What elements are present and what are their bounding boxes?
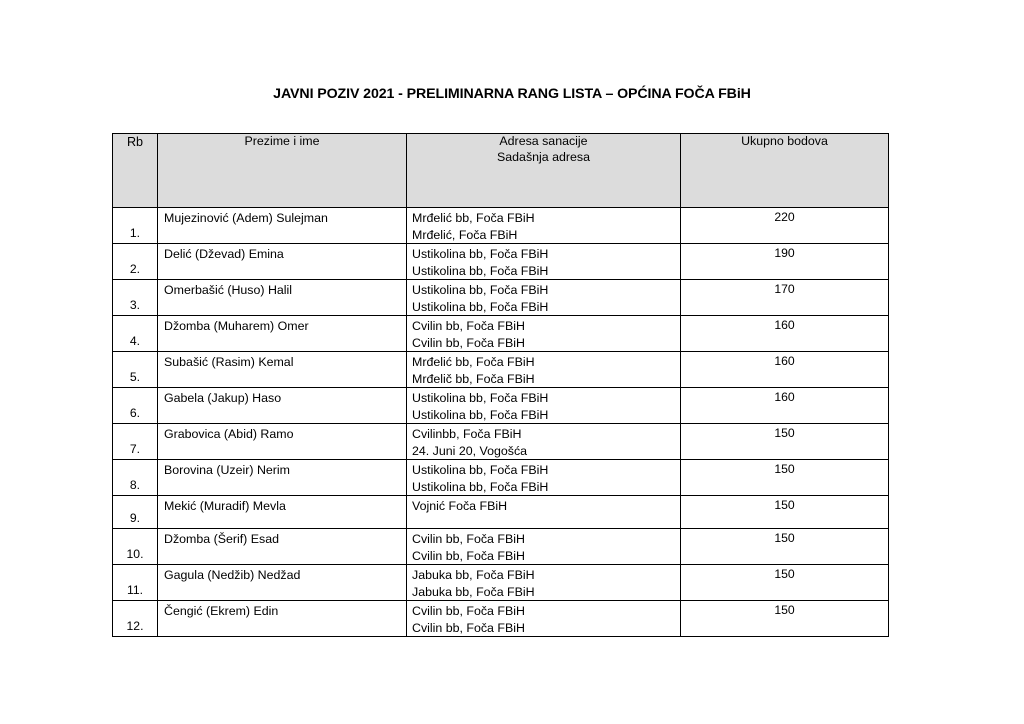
cell-total-points: 160 bbox=[681, 388, 889, 424]
table-row bbox=[113, 424, 889, 460]
cell-applicant-name: Gagula (Nedžib) Nedžad bbox=[158, 565, 407, 601]
cell-applicant-name: Džomba (Šerif) Esad bbox=[158, 529, 407, 565]
cell-address bbox=[407, 565, 681, 601]
address-current-line: Jabuka bb, Foča FBiH bbox=[412, 584, 535, 599]
cell-total-points: 150 bbox=[681, 529, 889, 565]
address-current-line: Mrđelić, Foča FBiH bbox=[412, 227, 518, 242]
address-repair-line: Cvilin bb, Foča FBiH bbox=[412, 604, 525, 618]
cell-rank-number: 3. bbox=[113, 280, 158, 316]
column-header-points: Ukupno bodova bbox=[681, 134, 889, 208]
address-repair-line: Cvilinbb, Foča FBiH bbox=[412, 427, 522, 441]
cell-applicant-name: Mekić (Muradif) Mevla bbox=[158, 496, 407, 529]
cell-address bbox=[407, 352, 681, 388]
table-header-row bbox=[113, 134, 889, 208]
table-row bbox=[113, 280, 889, 316]
cell-rank-number: 12. bbox=[113, 601, 158, 637]
table-row bbox=[113, 388, 889, 424]
address-repair-line: Ustikolina bb, Foča FBiH bbox=[412, 283, 549, 297]
table-row bbox=[113, 244, 889, 280]
column-header-address-line2: Sadašnja adresa bbox=[497, 149, 590, 164]
cell-address bbox=[407, 388, 681, 424]
address-repair-line: Ustikolina bb, Foča FBiH bbox=[412, 391, 549, 405]
address-current-line: Cvilin bb, Foča FBiH bbox=[412, 620, 525, 635]
cell-applicant-name: Čengić (Ekrem) Edin bbox=[158, 601, 407, 637]
table-row bbox=[113, 565, 889, 601]
cell-rank-number: 7. bbox=[113, 424, 158, 460]
table-row bbox=[113, 208, 889, 244]
cell-applicant-name: Omerbašić (Huso) Halil bbox=[158, 280, 407, 316]
cell-rank-number: 5. bbox=[113, 352, 158, 388]
column-header-address-line1: Adresa sanacije bbox=[499, 134, 588, 148]
address-repair-line: Cvilin bb, Foča FBiH bbox=[412, 532, 525, 546]
table-row bbox=[113, 352, 889, 388]
cell-total-points: 150 bbox=[681, 565, 889, 601]
cell-total-points: 160 bbox=[681, 352, 889, 388]
cell-rank-number: 2. bbox=[113, 244, 158, 280]
address-current-line: Ustikolina bb, Foča FBiH bbox=[412, 407, 549, 422]
cell-applicant-name: Džomba (Muharem) Omer bbox=[158, 316, 407, 352]
cell-total-points: 220 bbox=[681, 208, 889, 244]
cell-applicant-name: Grabovica (Abid) Ramo bbox=[158, 424, 407, 460]
address-current-line: Mrđelič bb, Foča FBiH bbox=[412, 371, 535, 386]
cell-address bbox=[407, 529, 681, 565]
column-header-address bbox=[407, 134, 681, 208]
page-title: JAVNI POZIV 2021 - PRELIMINARNA RANG LISTA – OPĆINA FOČA FBiH bbox=[273, 86, 751, 102]
address-current-line: Ustikolina bb, Foča FBiH bbox=[412, 299, 549, 314]
address-current-line: Ustikolina bb, Foča FBiH bbox=[412, 263, 549, 278]
table-row bbox=[113, 460, 889, 496]
cell-applicant-name: Borovina (Uzeir) Nerim bbox=[158, 460, 407, 496]
address-current-line: Cvilin bb, Foča FBiH bbox=[412, 548, 525, 563]
cell-address bbox=[407, 460, 681, 496]
cell-address bbox=[407, 601, 681, 637]
cell-total-points: 150 bbox=[681, 496, 889, 529]
cell-total-points: 170 bbox=[681, 280, 889, 316]
cell-rank-number: 9. bbox=[113, 496, 158, 529]
address-current-line: Cvilin bb, Foča FBiH bbox=[412, 335, 525, 350]
cell-applicant-name: Gabela (Jakup) Haso bbox=[158, 388, 407, 424]
table-row bbox=[113, 601, 889, 637]
cell-total-points: 160 bbox=[681, 316, 889, 352]
column-header-rb: Rb bbox=[113, 134, 158, 208]
address-repair-line: Mrđelić bb, Foča FBiH bbox=[412, 211, 535, 225]
cell-address bbox=[407, 208, 681, 244]
address-current-line: 24. Juni 20, Vogošća bbox=[412, 443, 528, 458]
cell-rank-number: 1. bbox=[113, 208, 158, 244]
cell-address bbox=[407, 316, 681, 352]
address-repair-line: Vojnić Foča FBiH bbox=[412, 499, 508, 513]
cell-total-points: 190 bbox=[681, 244, 889, 280]
cell-rank-number: 8. bbox=[113, 460, 158, 496]
cell-applicant-name: Subašić (Rasim) Kemal bbox=[158, 352, 407, 388]
cell-total-points: 150 bbox=[681, 460, 889, 496]
cell-applicant-name: Delić (Dževad) Emina bbox=[158, 244, 407, 280]
address-repair-line: Mrđelić bb, Foča FBiH bbox=[412, 355, 535, 369]
cell-address bbox=[407, 424, 681, 460]
address-repair-line: Ustikolina bb, Foča FBiH bbox=[412, 247, 549, 261]
cell-rank-number: 4. bbox=[113, 316, 158, 352]
cell-applicant-name: Mujezinović (Adem) Sulejman bbox=[158, 208, 407, 244]
cell-total-points: 150 bbox=[681, 424, 889, 460]
address-repair-line: Cvilin bb, Foča FBiH bbox=[412, 319, 525, 333]
ranking-table bbox=[112, 133, 889, 637]
cell-rank-number: 10. bbox=[113, 529, 158, 565]
table-header bbox=[113, 134, 889, 208]
cell-rank-number: 6. bbox=[113, 388, 158, 424]
table-body bbox=[113, 208, 889, 637]
cell-address bbox=[407, 280, 681, 316]
cell-address bbox=[407, 496, 681, 529]
cell-rank-number: 11. bbox=[113, 565, 158, 601]
table-row bbox=[113, 496, 889, 529]
address-repair-line: Jabuka bb, Foča FBiH bbox=[412, 568, 535, 582]
column-header-name: Prezime i ime bbox=[158, 134, 407, 208]
table-row bbox=[113, 316, 889, 352]
address-current-line: Ustikolina bb, Foča FBiH bbox=[412, 479, 549, 494]
cell-total-points: 150 bbox=[681, 601, 889, 637]
cell-address bbox=[407, 244, 681, 280]
address-repair-line: Ustikolina bb, Foča FBiH bbox=[412, 463, 549, 477]
table-row bbox=[113, 529, 889, 565]
